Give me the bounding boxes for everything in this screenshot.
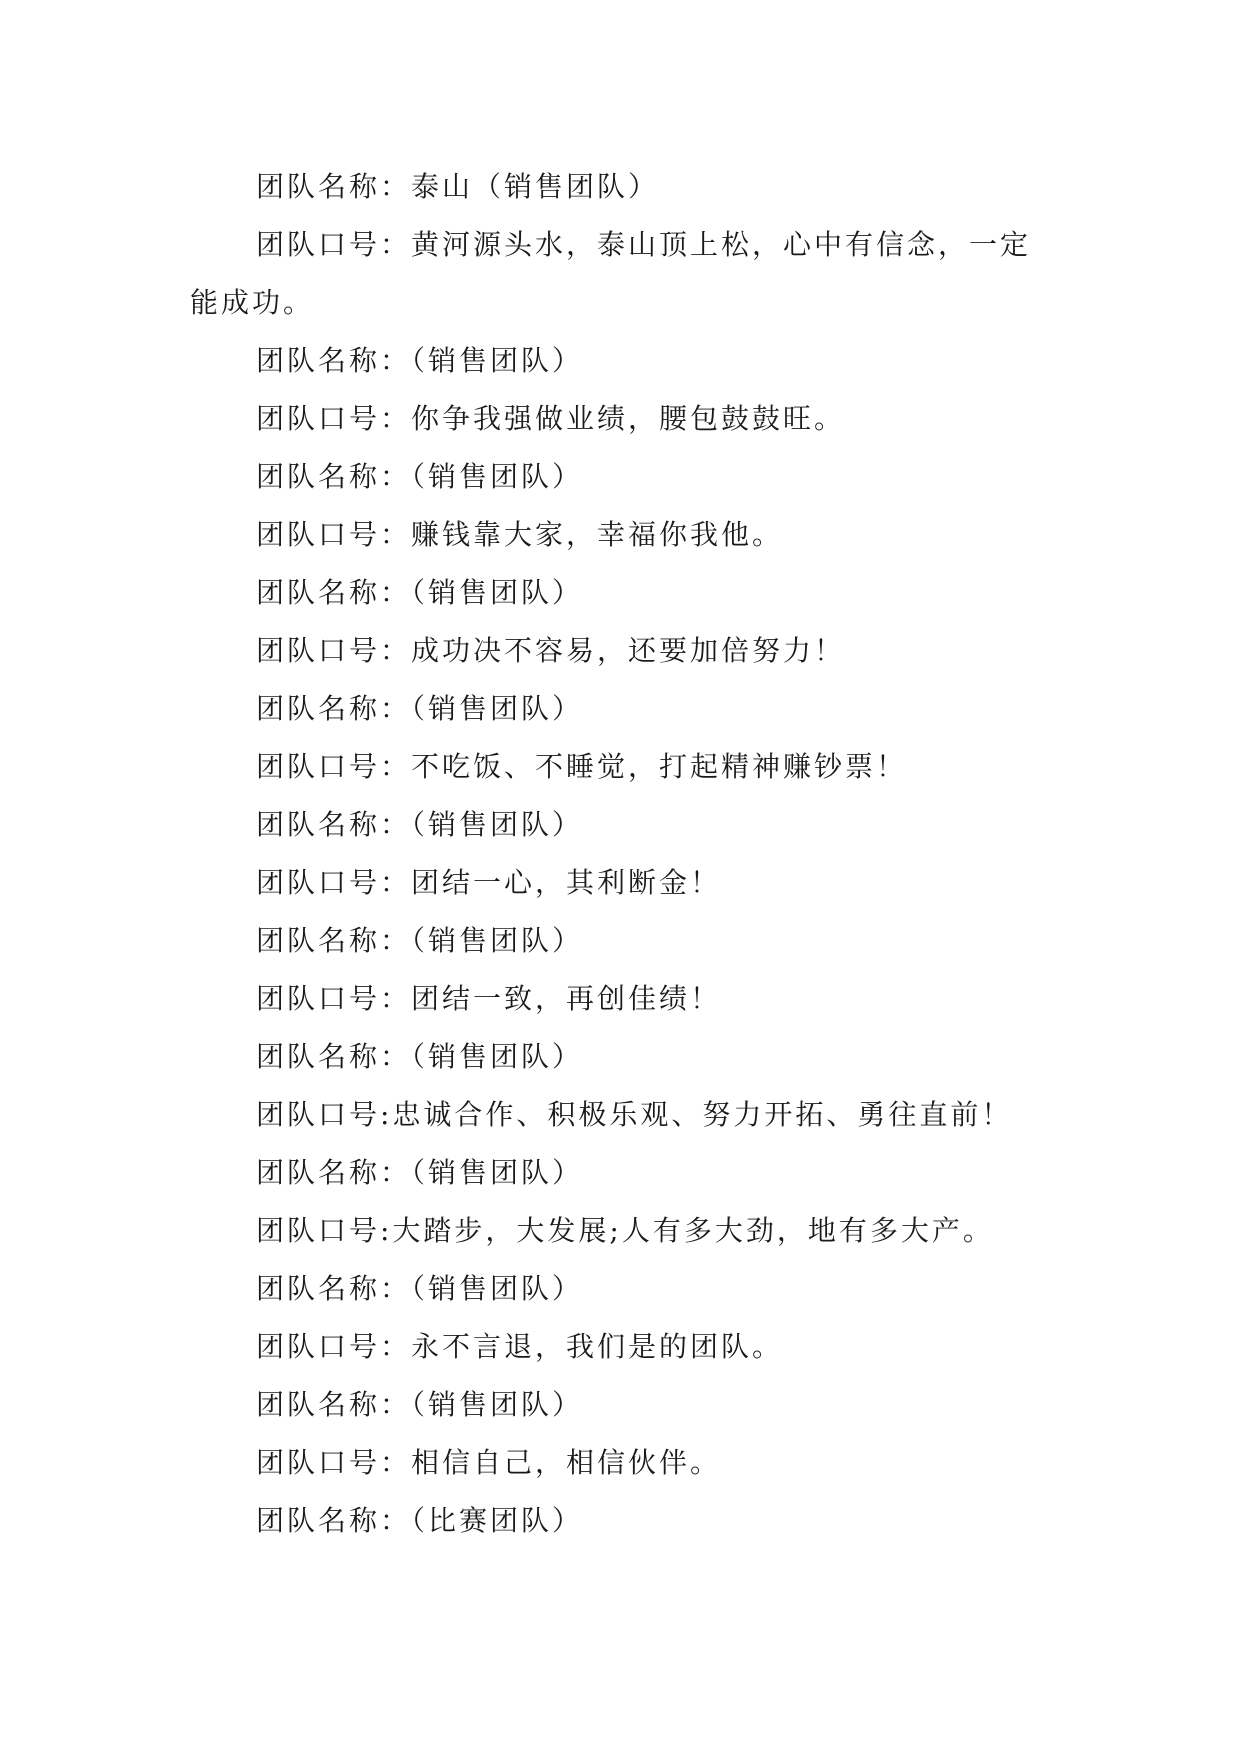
paragraph-team-slogan: 团队口号：团结一心，其利断金！	[256, 866, 722, 899]
paragraph-team-name: 团队名称：（销售团队）	[256, 1040, 584, 1073]
paragraph-team-name: 团队名称：（销售团队）	[256, 1272, 584, 1305]
paragraph-team-name: 团队名称：（销售团队）	[256, 1388, 584, 1421]
paragraph-team-name: 团队名称：（销售团队）	[256, 1156, 584, 1189]
paragraph-team-name: 团队名称：（销售团队）	[256, 460, 584, 493]
paragraph-team-name: 团队名称：（销售团队）	[256, 576, 584, 609]
paragraph-team-slogan: 团队口号：相信自己，相信伙伴。	[256, 1446, 722, 1479]
paragraph-team-name: 团队名称：（销售团队）	[256, 924, 584, 957]
paragraph-team-slogan: 团队口号：黄河源头水，泰山顶上松，心中有信念，一定能成功。	[190, 228, 1032, 319]
paragraph-team-name: 团队名称：（销售团队）	[256, 692, 584, 725]
paragraph-team-slogan: 团队口号：团结一致，再创佳绩！	[256, 982, 722, 1015]
paragraph-team-name: 团队名称：（销售团队）	[256, 344, 584, 377]
paragraph-team-name: 团队名称：（销售团队）	[256, 808, 584, 841]
paragraph-team-slogan: 团队口号：你争我强做业绩，腰包鼓鼓旺。	[256, 402, 846, 435]
paragraph-team-slogan: 团队口号：成功决不容易，还要加倍努力！	[256, 634, 846, 667]
paragraph-team-slogan: 团队口号：不吃饭、不睡觉，打起精神赚钞票！	[256, 750, 908, 783]
paragraph-team-slogan: 团队口号:忠诚合作、积极乐观、努力开拓、勇往直前！	[256, 1098, 1013, 1131]
paragraph-team-slogan: 团队口号：赚钱靠大家，幸福你我他。	[256, 518, 784, 551]
paragraph-team-slogan: 团队口号：永不言退，我们是的团队。	[256, 1330, 784, 1363]
paragraph-team-name: 团队名称：（比赛团队）	[256, 1504, 584, 1537]
document-body	[190, 158, 1050, 1550]
paragraph-team-name: 团队名称：泰山（销售团队）	[256, 170, 660, 203]
paragraph-team-slogan: 团队口号:大踏步，大发展;人有多大劲，地有多大产。	[256, 1214, 994, 1247]
